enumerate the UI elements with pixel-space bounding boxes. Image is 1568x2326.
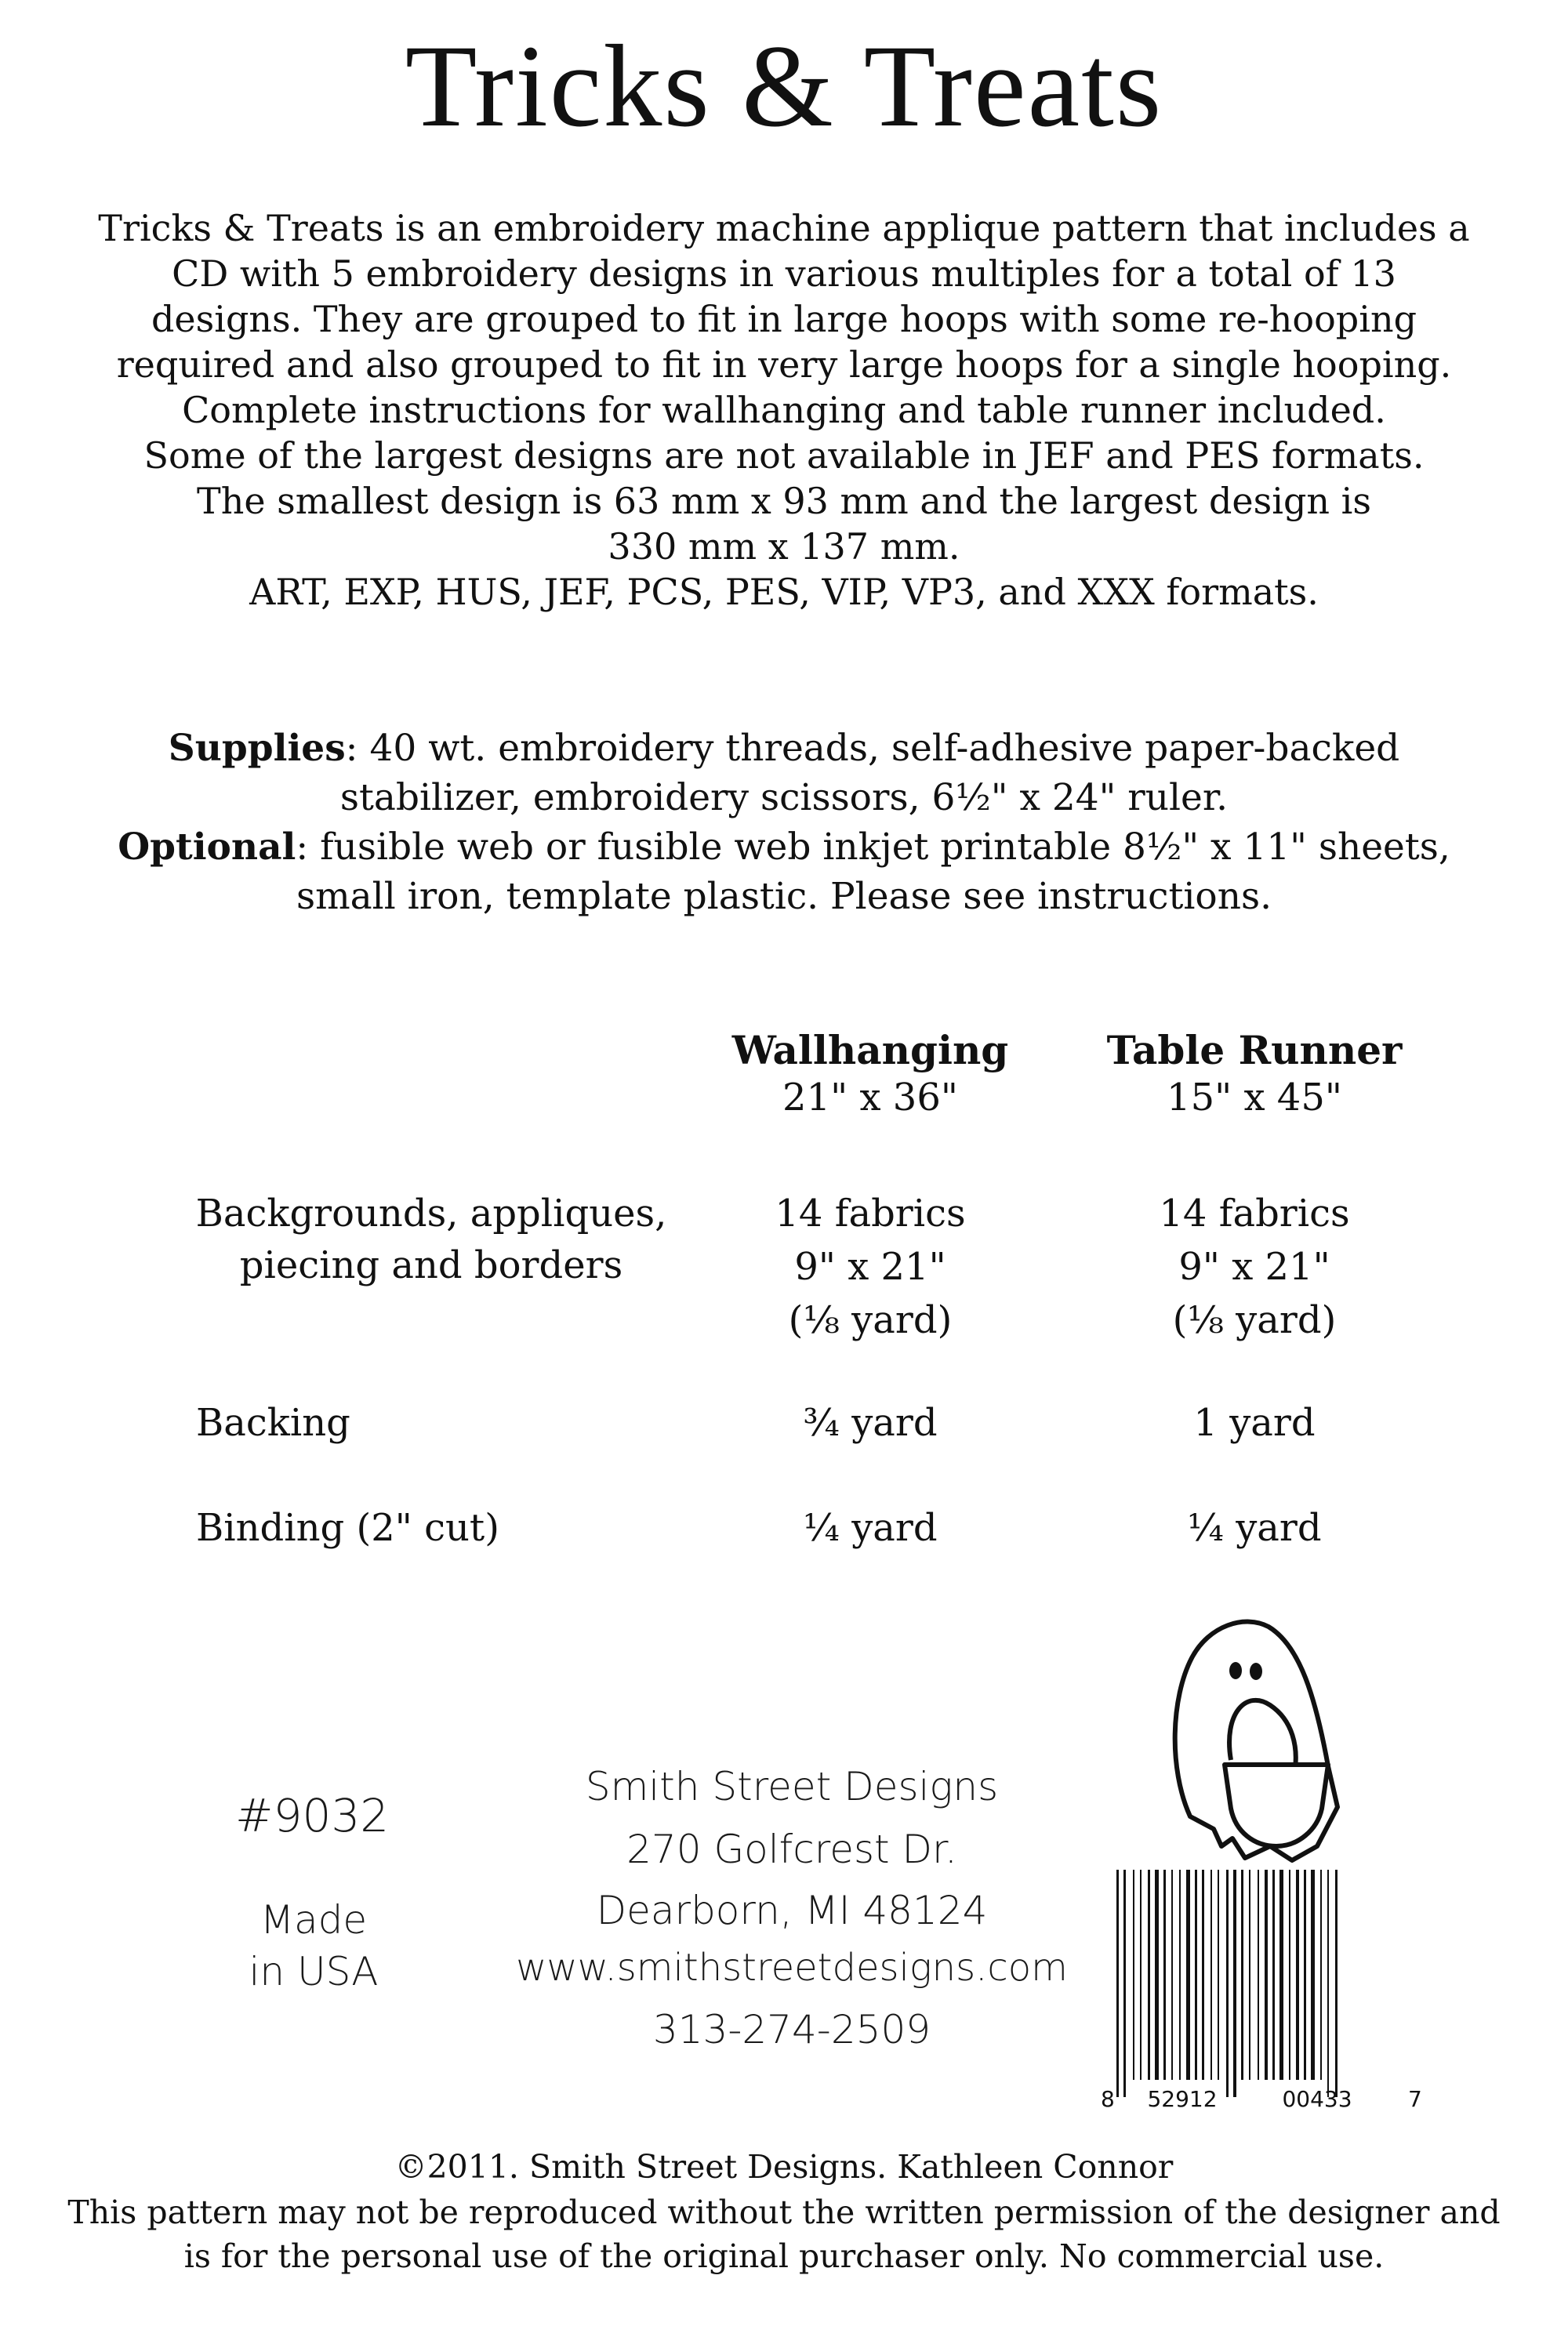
optional-line-1 — [47, 824, 1521, 871]
optional-text: : fusible web or fusible web inkjet printable 8½" x 11" sheets, — [296, 826, 1450, 869]
intro-line: Complete instructions for wallhanging and table runner included. — [182, 389, 1386, 431]
row-label-backing: Backing — [196, 1401, 350, 1445]
company-address-1: 270 Golfcrest Dr. — [626, 1827, 957, 1872]
barcode-bars — [1116, 1870, 1338, 2097]
barcode-bar — [1335, 1870, 1338, 2097]
barcode-bar — [1258, 1870, 1259, 2080]
cell-table-runner-size: 9" x 21" — [1178, 1245, 1330, 1289]
barcode-bar — [1265, 1870, 1268, 2080]
made-in-line-2: in USA — [249, 1949, 379, 1994]
cell-table-runner-yardage: (⅛ yard) — [1172, 1298, 1337, 1342]
barcode-bar — [1210, 1870, 1212, 2080]
column-header-wallhanging: Wallhanging — [731, 1027, 1009, 1073]
cell-wallhanging-yardage: (⅛ yard) — [788, 1298, 953, 1342]
barcode-bar — [1272, 1870, 1275, 2080]
barcode-bar — [1233, 1870, 1236, 2097]
row-label-backgrounds: Backgrounds, appliques, — [195, 1192, 667, 1236]
barcode-first-digit: 8 — [1101, 2086, 1115, 2112]
barcode-bar — [1116, 1870, 1119, 2097]
supplies-line-2: stabilizer, embroidery scissors, 6½" x 24" ruler. — [339, 776, 1229, 819]
notice-line-2: is for the personal use of the original purchaser only. No commercial use. — [183, 2237, 1385, 2275]
barcode-bar — [1163, 1870, 1166, 2080]
barcode-bar — [1241, 1870, 1243, 2080]
cell-table-runner-backing: 1 yard — [1193, 1401, 1316, 1445]
company-name: Smith Street Designs — [585, 1764, 999, 1809]
cell-wallhanging-backing: ¾ yard — [803, 1401, 938, 1445]
barcode-bar — [1226, 1870, 1229, 2097]
optional-line-2: small iron, template plastic. Please see instructions. — [296, 875, 1272, 918]
cell-wallhanging-fabrics: 14 fabrics — [775, 1192, 966, 1236]
cell-wallhanging-size: 9" x 21" — [794, 1245, 946, 1289]
barcode-bar — [1133, 1870, 1134, 2080]
barcode-bar — [1218, 1870, 1219, 2080]
pattern-number: #9032 — [235, 1789, 390, 1842]
intro-line: ART, EXP, HUS, JEF, PCS, PES, VIP, VP3, and XXX formats. — [249, 571, 1319, 613]
barcode-bar — [1296, 1870, 1299, 2080]
intro-line: The smallest design is 63 mm x 93 mm and the largest design is — [197, 480, 1371, 522]
cell-wallhanging-binding: ¼ yard — [803, 1506, 938, 1550]
cell-table-runner-fabrics: 14 fabrics — [1159, 1192, 1350, 1236]
barcode — [1098, 1870, 1427, 2121]
intro-line: CD with 5 embroidery designs in various multiples for a total of 13 — [172, 252, 1396, 295]
column-size-table-runner: 15" x 45" — [1167, 1076, 1342, 1119]
optional-label: Optional — [118, 826, 296, 869]
barcode-bar — [1279, 1870, 1283, 2080]
barcode-bar — [1327, 1870, 1329, 2097]
row-label-binding: Binding (2" cut) — [196, 1506, 499, 1550]
barcode-bar — [1186, 1870, 1190, 2080]
barcode-bar — [1289, 1870, 1290, 2080]
barcode-bar — [1202, 1870, 1204, 2080]
page-title: Tricks & Treats — [405, 21, 1163, 151]
supplies-text: : 40 wt. embroidery threads, self-adhesive paper-backed — [345, 727, 1400, 770]
intro-line: 330 mm x 137 mm. — [608, 525, 960, 568]
column-size-wallhanging: 21" x 36" — [782, 1076, 958, 1119]
cell-table-runner-binding: ¼ yard — [1187, 1506, 1322, 1550]
made-in-line-1: Made — [260, 1897, 368, 1943]
barcode-bar — [1311, 1870, 1315, 2080]
barcode-bar — [1320, 1870, 1322, 2080]
supplies-label: Supplies — [168, 727, 346, 770]
intro-line: Tricks & Treats is an embroidery machine applique pattern that includes a — [98, 207, 1470, 249]
supplies-line-1 — [47, 725, 1521, 772]
barcode-right-group: 00433 — [1282, 2086, 1352, 2112]
barcode-left-group: 52912 — [1147, 2086, 1218, 2112]
barcode-bar — [1304, 1870, 1306, 2080]
intro-line: required and also grouped to fit in very large hoops for a single hooping. — [116, 343, 1452, 386]
barcode-bar — [1195, 1870, 1197, 2080]
column-header-table-runner: Table Runner — [1106, 1027, 1403, 1073]
barcode-check-digit: 7 — [1408, 2086, 1422, 2112]
intro-line: designs. They are grouped to fit in large hoops with some re-hooping — [151, 298, 1417, 340]
barcode-bar — [1155, 1870, 1159, 2080]
barcode-bar — [1179, 1870, 1181, 2080]
company-phone: 313-274-2509 — [652, 2007, 931, 2052]
copyright: ©2011. Smith Street Designs. Kathleen Connor — [394, 2148, 1174, 2186]
intro-line: Some of the largest designs are not available in JEF and PES formats. — [143, 434, 1425, 477]
barcode-bar — [1171, 1870, 1173, 2080]
row-label-backgrounds-2: piecing and borders — [239, 1243, 623, 1287]
ghost-with-basket-icon — [1160, 1611, 1348, 1870]
barcode-bar — [1249, 1870, 1250, 2080]
company-website[interactable]: www.smithstreetdesigns.com — [516, 1946, 1068, 1990]
company-address-2: Dearborn, MI 48124 — [596, 1888, 988, 1933]
barcode-bar — [1148, 1870, 1150, 2080]
barcode-bar — [1140, 1870, 1142, 2080]
barcode-bar — [1123, 1870, 1126, 2097]
notice-line-1: This pattern may not be reproduced without the written permission of the designer and — [67, 2194, 1501, 2231]
